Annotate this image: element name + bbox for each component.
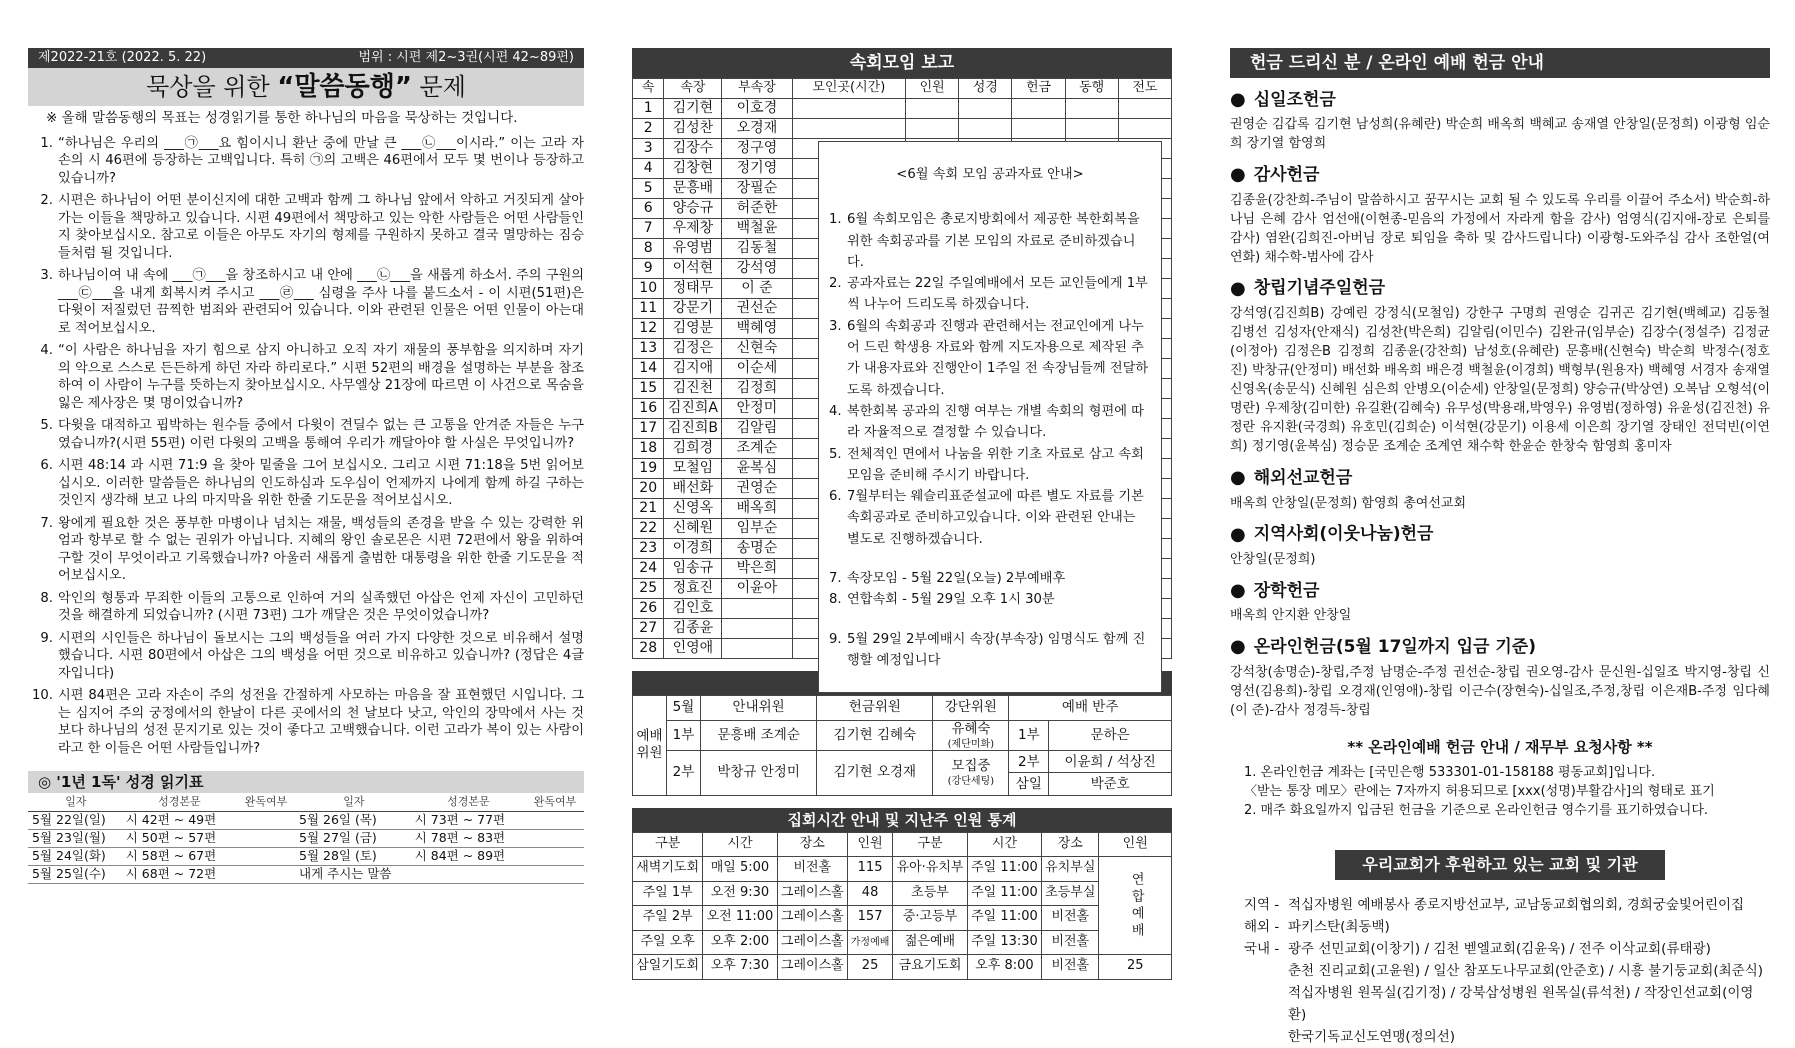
offering-title: 헌금 드리신 분 / 온라인 예배 헌금 안내 [1230, 48, 1770, 78]
table-row: 18 김희경 조계순 [633, 439, 1172, 459]
offering-heading: ● 장학헌금 [1230, 579, 1320, 601]
notice-item: 1. 6월 속회모임은 총로지방회에서 제공한 복한회복을위한 속회공과를 기본 모임의 자료로 준비하겠습니다. [829, 212, 1140, 270]
worship-label: 예배위원 [633, 696, 667, 796]
table-row: 5월 25일(수) 시 68편 ~ 72편 내게 주시는 말씀 [28, 865, 584, 883]
intro-text: ※ 올해 말씀동행의 목표는 성경읽기를 통한 하나님의 마음을 묵상하는 것입니다. [46, 110, 518, 126]
reading-plan-table: 일자 성경본문 완독여부 일자 성경본문 완독여부 5월 22일(일) 시 42편 ~ 49편 5월 26일 (목) 시 73편 ~ 77편 5월 23일(월) 시 50편 ~ 57편 5월 27일 (금) 시 78편 ~ 83편 5월 24일(화) 시 58편 ~ 67편 5월 28일 (토) 시 84편 ~ 89편 5월 25일(수) 시 68편 ~ 72편 내게 주시는 말씀 [28, 793, 584, 884]
question-item: 8. 악인의 형통과 무죄한 이들의 고통으로 인하여 거의 실족했던 아삽은 언제 자신이 고민하던 것을 해결하게 되었습니까? (시편 73편) 그가 깨달은 것은 무엇이었습니까? [40, 590, 584, 624]
offering-names: 김종윤(강찬희-주님이 말씀하시고 꿈꾸시는 교회 될 수 있도록 우리를 이끌어 주소서) 박순희-하나님 은혜 감사 엄선애(이현종-믿음의 가정에서 자라게 함을 감사) 엄영식(김지애-장로 은퇴를 감사) 염완(김희진-아버님 장로 퇴임을 축하 및 감사드립니다) 이광형-도와주심 감사 조한얼(여연화) 채수학-범사에 감사 [1230, 192, 1770, 265]
meeting-report-table: 속 속장 부속장 모인곳(시간) 인원 성경 헌금 동행 전도 1 김기현 이호경 2 김성찬 오경재 3 김장수 정구영 4 김창현 정기영 5 문흥배 장필순 6 양승규 허준한 7 우제창 백철윤 8 유영범 김동철 9 이석현 강석영 10 정태무 이 준 11 강문기 권선순 12 김영분 백혜영 13 김정은 신현숙 14 김지애 이순세 15 김진천 김정희 16 김진희A 안정미 17 김진희B 김알림 18 김희경 조계순 19 모철임 윤복심 20 배선화 권영순 21 신영옥 배옥희 22 신혜원 임부순 23 이경희 송명순 24 임송규 박은희 25 정효진 이윤아 26 김인호 27 김종윤 28 인영애 [632, 78, 1172, 659]
table-row: 21 신영옥 배옥희 [633, 499, 1172, 519]
offering-names: 강석영(김진희B) 강예린 강정식(모철임) 강한구 구명희 권영순 김귀곤 김기현(백혜교) 김동철 김병선 김성자(안재식) 김성찬(박은희) 김알림(이민수) 김완규(임부순) 김장수(정설주) 김정균(이정아) 김정은B 김정희 김종윤(강찬희) 남성호(유혜란) 문흥배(신현숙) 박순희 박정수(정호진) 박창규(안정미) 배선화 배옥희 배은경 백철윤(이경희) 백형부(원용자) 백혜영 서경자 송재열 신영옥(송문식) 신혜원 심은희 안병오(이순세) 안창일(문정희) 양승규(박상연) 오복남 오형석(이명란) 우제창(김미한) 유길환(김혜숙) 유무성(박용래,박영우) 유영범(정하영) 유윤성(김진천) 유정란 유지환(국경희) 유호민(김희순) 이석현(강문기) 이용세 이은희 장기열 장태인 전덕빈(이연희) 정기영(윤복심) 정승문 조계순 조계연 채수학 한윤순 한창숙 함영희 홍미자 [1230, 306, 1770, 455]
meeting-report-title: 속회모임 보고 [632, 48, 1172, 78]
question-item: 2. 시편은 하나님이 어떤 분이신지에 대한 고백과 함께 그 하나님 앞에서 악하고 거짓되게 살아가는 이들을 책망하고 있습니다. 시편 49편에서 책망하고 있는 악한 사람들은 어떤 사람들인지 찾아보십시오. 참고로 이들은 아무도 자기의 형제를 구원하지 못하고 결국 멸망하는 짐승들처럼 될 것입니다. [40, 193, 584, 261]
quiz-column [28, 48, 584, 884]
bullet-icon: ● [1230, 467, 1246, 489]
table-row: 20 배선화 권영순 [633, 479, 1172, 499]
meeting-notice-box [818, 141, 1162, 693]
table-row: 23 이경희 송명순 [633, 539, 1172, 559]
table-row: 28 인영애 [633, 639, 1172, 659]
online-note: 1. 온라인헌금 계좌는 [국민은행 533301-01-158188 평동교회]입니다. [1244, 765, 1656, 781]
offering-column [1230, 48, 1770, 1048]
reading-plan-title: ◎ '1년 1독' 성경 읽기표 [28, 771, 584, 793]
offering-names: 안창일(문정희) [1230, 551, 1316, 567]
table-row: 주일 1부 오전 9:30 그레이스홀 48 초등부 주일 11:00 초등부실 [633, 881, 1172, 906]
online-title: ** 온라인예배 헌금 안내 / 재무부 요청사항 ** [1347, 737, 1653, 756]
page-title: 묵상을 위한 “말씀동행” 문제 [28, 68, 584, 106]
online-note: 2. 매주 화요일까지 입금된 헌금을 기준으로 온라인헌금 영수기를 표기하였습니다. [1244, 803, 1709, 819]
offering-names: 강석창(송명순)-창립,주정 남명순-주정 권선순-창립 권오영-감사 문신원-십일조 박지영-창립 신영선(김용희)-창립 오경재(인영애)-창립 이근수(장현숙)-십일조,주정,창립 이은재B-주정 임다혜(이 준)-감사 정경득-창립 [1230, 664, 1770, 718]
table-row: 27 김종윤 [633, 619, 1172, 639]
notice-item: 4. 복한회복 공과의 진행 여부는 개별 속회의 형편에 따라 자율적으로 결정할 수 있습니다. [829, 403, 1144, 441]
question-list [28, 135, 584, 758]
worship-month: 5월 [667, 696, 701, 721]
online-notes [1230, 763, 1770, 820]
table-row: 주일 오후 오후 2:00 그레이스홀 가정예배 젊은예배 주일 13:30 비전홀 [633, 930, 1172, 955]
offering-heading: ● 십일조헌금 [1230, 89, 1336, 110]
table-row: 25 정효진 이윤아 [633, 579, 1172, 599]
bullet-icon: ● [1230, 579, 1246, 601]
table-row: 새벽기도회 매일 5:00 비전홀 115 유아·유치부 주일 11:00 유치부실 연합예배 [633, 857, 1172, 882]
table-row: 13 김정은 신현숙 [633, 339, 1172, 359]
bullet-icon: ● [1230, 164, 1246, 186]
scope-range: 범위 : 시편 제2~3권(시편 42~89편) [358, 50, 574, 65]
offering-names: 배옥희 안지환 안창일 [1230, 608, 1352, 624]
table-row: 삼일기도회 오후 7:30 그레이스홀 25 금요기도회 오후 8:00 비전홀 25 [633, 955, 1172, 980]
middle-column [632, 48, 1172, 980]
question-item: 6. 시편 48:14 과 시편 71:9 을 찾아 밑줄을 그어 보십시오. 그리고 시편 71:18을 5번 읽어보십시오. 이러한 말씀들은 하나님의 인도하심과 도우심이 언제까지 나에게 함께 하길 구하는 것인지 생각해 보고 나의 마지막을 위한 한줄 기도문을 적어보십시오. [40, 458, 584, 509]
table-row: 주일 2부 오전 11:00 그레이스홀 157 중·고등부 주일 11:00 비전홀 [633, 906, 1172, 931]
notice-item: 7. 속장모임 - 5월 22일(오늘) 2부예배후 [829, 571, 1066, 587]
question-item: 4. “이 사람은 하나님을 자기 힘으로 삼지 아니하고 오직 자기 재물의 풍부함을 의지하며 자기의 악으로 스스로 든든하게 하던 자라 하리로다.” 시편 52편의 배경을 설명하는 부분을 참조하여 이 사람이 누구를 뜻하는지 찾아보십시오. 사무엘상 21장에 따르면 이 사건으로 목숨을 잃은 제사장은 몇 명이었습니까? [40, 343, 584, 411]
support-item: 해외 - 파키스탄(최동백) [1244, 919, 1390, 936]
offering-heading: ● 지역사회(이웃나눔)헌금 [1230, 523, 1434, 545]
table-row: 1 김기현 이호경 [633, 99, 1172, 119]
table-row: 14 김지애 이순세 [633, 359, 1172, 379]
table-row: 5월 22일(일) 시 42편 ~ 49편 5월 26일 (목) 시 73편 ~ 77편 [28, 811, 584, 829]
table-row: 5월 23일(월) 시 50편 ~ 57편 5월 27일 (금) 시 78편 ~ 83편 [28, 829, 584, 847]
notice-item: 9. 5월 29일 2부예배시 속장(부속장) 임명식도 함께 진행할 예정입니다 [829, 631, 1146, 668]
worship-table: 예배위원 5월 안내위원 헌금위원 강단위원 예배 반주 1부 문흥배 조계순 김기현 김혜숙 유혜숙 (제단미화) 1부 문하은 2부 박창규 안정미 김기현 오경재 모집중 (강단세팅) 2부 삼일 이윤희 / 석상진 박준호 [632, 695, 1172, 796]
table-row: 5월 24일(화) 시 58편 ~ 67편 5월 28일 (토) 시 84편 ~ 89편 [28, 847, 584, 865]
table-row: 2 김성찬 오경재 [633, 119, 1172, 139]
question-item: 3. 하나님이여 내 속에 ___㉠___을 창조하시고 내 안에 ___㉡___을 새롭게 하소서. 주의 구원의 ___㉢___을 내게 회복시켜 주시고 ___㉣___ 심령을 주사 나를 붙드소서 - 이 시편(51편)은 다윗이 저질렀던 끔찍한 범죄와 관련되어 있습니다. 이와 관련된 인물은 어떤 인물이 아는대로 적어보십시오. [40, 268, 584, 336]
table-row: 15 김진천 김정희 [633, 379, 1172, 399]
table-row: 5 문흥배 장필순 [633, 179, 1172, 199]
support-item: 적십자병원 원목실(김기정) / 강북삼성병원 원목실(류석천) / 작장인선교회(이영환) [1288, 985, 1754, 1024]
issue-number: 제2022-21호 (2022. 5. 22) [38, 50, 207, 65]
support-item: 지역 - 적십자병원 예배봉사 종로지방선교부, 교남동교회협의회, 경희궁숲빛어린이집 [1244, 897, 1745, 914]
table-row: 24 임송규 박은희 [633, 559, 1172, 579]
question-item: 1. “하나님은 우리의 ___㉠___요 힘이시니 환난 중에 만날 큰 ___㉡___이시라.” 이는 고라 자손의 시 46편에 등장하는 고백입니다. 특히 ㉠의 고백은 46편에서 모두 몇 번이나 등장하고 있습니까? [40, 135, 584, 186]
online-note: 〈받는 통장 메모〉란에는 7자까지 허용되므로 [xxx(성명)부활감사]의 형태로 표기 [1244, 784, 1715, 800]
offering-names: 권영순 김갑록 김기현 남성희(유혜란) 박순희 배옥희 백혜교 송재열 안창일(문정희) 이광형 임순희 장기열 함영희 [1230, 117, 1770, 152]
table-row: 10 정태무 이 준 [633, 279, 1172, 299]
notice-item: 2. 공과자료는 22일 주일예배에서 모든 교인들에게 1부씩 나누어 드리도록 하겠습니다. [829, 276, 1148, 313]
bullet-icon: ● [1230, 89, 1246, 110]
notice-title: <6월 속회 모임 공과자료 안내> [896, 167, 1084, 182]
table-row: 8 유영범 김동철 [633, 239, 1172, 259]
offering-heading: ● 감사헌금 [1230, 164, 1320, 186]
table-row: 6 양승규 허준한 [633, 199, 1172, 219]
question-item: 7. 왕에게 필요한 것은 풍부한 마병이나 넘치는 재물, 백성들의 존경을 받을 수 있는 강력한 위엄과 항부로 할 수 없는 권위가 아닙니다. 지혜의 왕인 솔로몬은 시편 72편에서 왕을 위하여 구할 것이 무엇이라고 기록했습니까? 아울러 새롭게 출범한 대통령을 위한 한줄 기도문을 적어보십시오. [40, 515, 584, 584]
table-row: 7 우제창 백철윤 [633, 219, 1172, 239]
table-row: 12 김영분 백혜영 [633, 319, 1172, 339]
offering-heading: ● 창립기념주일헌금 [1230, 277, 1386, 299]
table-row: 16 김진희A 안정미 [633, 399, 1172, 419]
issue-bar [28, 48, 584, 68]
table-row: 26 김인호 [633, 599, 1172, 619]
table-row: 22 신혜원 임부순 [633, 519, 1172, 539]
support-list [1230, 894, 1770, 1048]
support-item: 춘천 진리교회(고윤원) / 일산 참포도나무교회(안준호) / 시흥 불기둥교회(최준식) [1288, 963, 1764, 980]
table-row: 9 이석현 강석영 [633, 259, 1172, 279]
bullet-icon: ● [1230, 523, 1246, 545]
question-item: 5. 다윗을 대적하고 핍박하는 원수들 중에서 다윗이 견딜수 없는 큰 고통을 안겨준 자들은 누구였습니까?(시편 55편) 이런 다윗의 고백을 통해여 우리가 깨달아야 할 사실은 무엇입니까? [40, 418, 584, 451]
offering-heading: ● 해외선교헌금 [1230, 467, 1353, 489]
notice-item: 8. 연합속회 - 5월 29일 오후 1시 30분 [829, 592, 1055, 608]
question-item: 9. 시편의 시인들은 하나님이 돌보시는 그의 백성들을 여러 가지 다양한 것으로 비유해서 설명했습니다. 시편 80편에서 아삽은 그의 백성을 어떤 것으로 비유하고 있습니까? (정답은 4글자입니다) [40, 630, 584, 681]
table-row: 11 강문기 권선순 [633, 299, 1172, 319]
offering-names: 배옥희 안창일(문정희) 함영희 총여선교회 [1230, 495, 1467, 511]
gathering-table: 구분 시간 장소 인원 구분 시간 장소 인원 새벽기도회 매일 5:00 비전홀 115 유아·유치부 주일 11:00 유치부실 연합예배 주일 1부 오전 9:30 그레이스홀 48 초등부 주일 11:00 초등부실 주일 2부 오전 11:00 그레이스홀 157 중·고등부 주일 11:00 비전홀 주일 오후 오후 2:00 그레이스홀 가정예배 젊은예배 주일 13:30 비전홀 삼일기도회 오후 7:30 그레이스홀 25 금요기도회 오후 8:00 비전홀 25 [632, 832, 1172, 980]
table-row: 4 김창현 정기영 [633, 159, 1172, 179]
notice-item: 5. 전체적인 면에서 나눔을 위한 기초 자료로 삼고 속회 모임을 준비해 주시기 바랍니다. [829, 446, 1144, 483]
offering-sections [1230, 88, 1770, 720]
notice-item: 3. 6월의 속회공과 진행과 관련해서는 전교인에게 나누어 드린 학생용 자료와 함께 지도자용으로 제작된 추가 내용자료와 진행안이 1주일 전 속장님들께 전달하도록 하겠습니다. [829, 318, 1149, 398]
support-title: 우리교회가 후원하고 있는 교회 및 기관 [1335, 850, 1665, 880]
offering-heading: ● 온라인헌금(5월 17일까지 입금 기준) [1230, 636, 1536, 658]
bullet-icon: ● [1230, 636, 1246, 658]
table-row: 19 모철임 윤복심 [633, 459, 1172, 479]
support-item: 한국기독교신도연맹(정의선) [1288, 1029, 1456, 1046]
table-row: 3 김장수 정구영 [633, 139, 1172, 159]
bullet-icon: ● [1230, 277, 1246, 299]
table-row: 17 김진희B 김알림 [633, 419, 1172, 439]
gathering-title: 집회시간 안내 및 지난주 인원 통계 [632, 808, 1172, 832]
merged-label: 연합예배 [1099, 857, 1172, 955]
notice-item: 6. 7월부터는 웨슬리표준설교에 따른 별도 자료를 기본속회공과로 준비하고있습니다. 이와 관련된 안내는 별도로 진행하겠습니다. [829, 489, 1144, 547]
support-item: 국내 - 광주 선민교회(이창기) / 김천 벧엘교회(김윤욱) / 전주 이삭교회(류태광) [1244, 941, 1711, 958]
question-item: 10. 시편 84편은 고라 자손이 주의 성전을 간절하게 사모하는 마음을 잘 표현했던 시입니다. 그는 심지어 주의 궁정에서의 한날이 다른 곳에서의 천 날보다 낫고, 악인의 장막에서 사는 것보다 하나님의 성전 문지기로 있는 것이 좋다고 고백했습니다. 이런 고라가 복이 있는 사람이라고 한 이들은 어떤 사람들입니까? [32, 688, 584, 756]
